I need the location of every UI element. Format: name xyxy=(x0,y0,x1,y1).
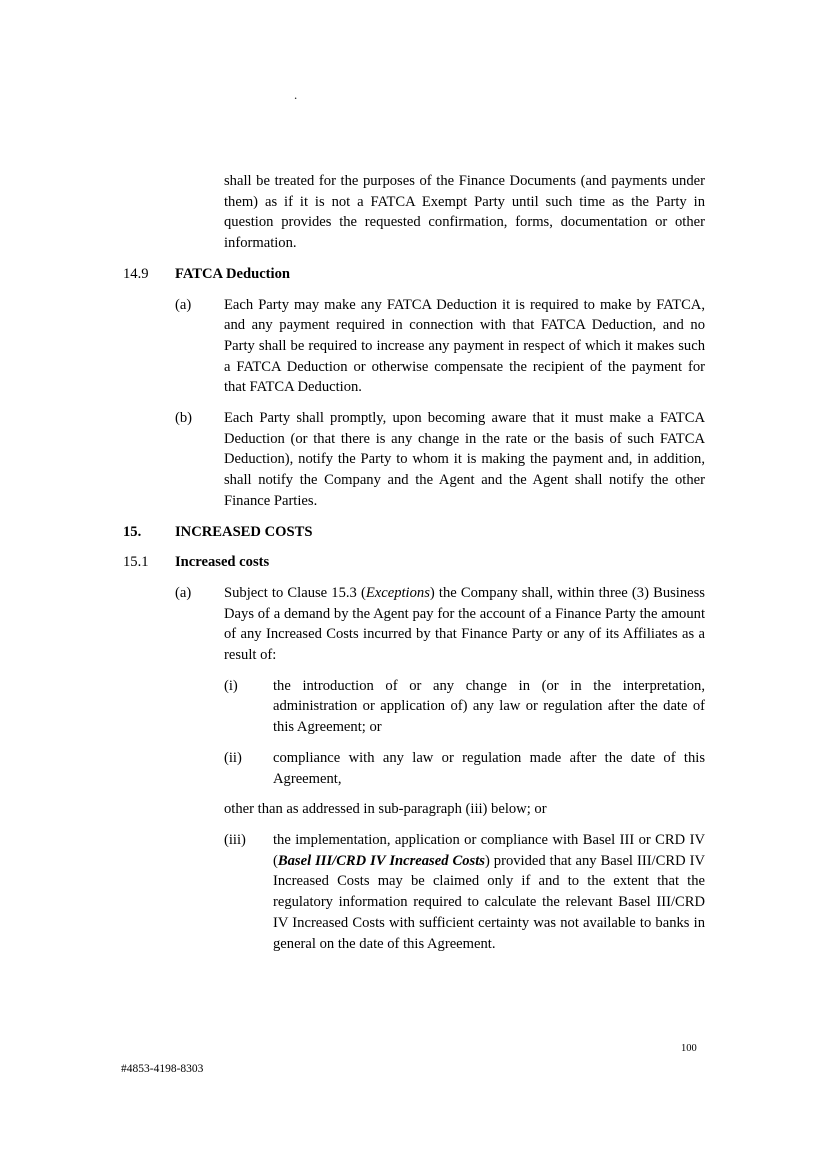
clause-number: 15.1 xyxy=(123,554,149,571)
clause-heading-15-1 xyxy=(123,552,705,573)
list-item-marker: (a) xyxy=(175,584,192,601)
list-item-15-1-a xyxy=(175,583,705,666)
list-item-marker: (a) xyxy=(175,296,192,313)
text-segment: ) provided that any Basel III/CRD IV Increased Costs may be claimed only if and to the extent that the regulatory information required to calculate the relevant Basel III/CRD IV Increased Costs with sufficient certainty was not available to banks in general on the date of this Agreement. xyxy=(273,852,705,952)
list-item-text xyxy=(224,583,705,666)
list-item-14-9-b xyxy=(175,408,705,512)
text-segment: ) the Company shall, within three (3) Business Days of a demand by the Agent pay for the account of a Finance Party the amount of any Increased Costs incurred by that Finance Party or any of its Affiliates as a result of: xyxy=(224,584,705,664)
interjection-paragraph: other than as addressed in sub-paragraph (iii) below; or xyxy=(224,801,547,818)
list-item-14-9-a xyxy=(175,295,705,399)
defined-term-italic: Exceptions xyxy=(365,584,430,601)
clause-number: 14.9 xyxy=(123,265,149,282)
sublist-item-ii xyxy=(224,748,705,789)
text-segment: Subject to Clause 15.3 ( xyxy=(224,584,366,601)
sublist-item-marker: (ii) xyxy=(224,749,242,766)
sublist-item-text: the introduction of or any change in (or in the interpretation, administration or application of) any law or regulation after the date of this Agreement; or xyxy=(273,677,705,736)
clause-heading-15 xyxy=(123,522,705,543)
list-item-text: Each Party shall promptly, upon becoming aware that it must make a FATCA Deduction (or that there is any change in the rate or the basis of such FATCA Deduction), notify the Party to whom it is making the payment and, in addition, shall notify the Company and the Agent and the Agent shall notify the other Finance Parties. xyxy=(224,410,705,509)
list-item-text: Each Party may make any FATCA Deduction it is required to make by FATCA, and any payment required in connection with that FATCA Deduction, and no Party shall be required to increase any payment in respect of which it makes such a FATCA Deduction or otherwise compensate the recipient of the payment for that FATCA Deduction. xyxy=(224,296,705,396)
stray-dot-mark: . xyxy=(294,87,298,102)
clause-title: INCREASED COSTS xyxy=(175,523,313,540)
text-segment: the implementation, application or compliance with Basel III or CRD IV ( xyxy=(273,831,705,869)
clause-number: 15. xyxy=(123,523,142,540)
clause-title: Increased costs xyxy=(175,554,270,571)
sublist-item-iii xyxy=(224,830,705,954)
defined-term-bold-italic: Basel III/CRD IV Increased Costs xyxy=(277,852,485,869)
continuation-paragraph: shall be treated for the purposes of the Finance Documents (and payments under them) as if it is not a FATCA Exempt Party until such time as the Party in question provides the requested confirmation, forms, documentation or other information. xyxy=(224,173,705,252)
clause-title: FATCA Deduction xyxy=(175,265,290,282)
clause-heading-14-9 xyxy=(123,264,705,285)
page-number: 100 xyxy=(681,1043,697,1054)
list-item-marker: (b) xyxy=(175,410,193,427)
sublist-item-text: compliance with any law or regulation made after the date of this Agreement, xyxy=(273,749,705,787)
page-content xyxy=(123,171,705,964)
sublist-item-marker: (i) xyxy=(224,677,238,694)
document-id-footer: #4853-4198-8303 xyxy=(121,1063,204,1075)
sublist-item-text xyxy=(273,830,705,954)
sublist-item-i xyxy=(224,676,705,738)
sublist-item-marker: (iii) xyxy=(224,831,246,848)
